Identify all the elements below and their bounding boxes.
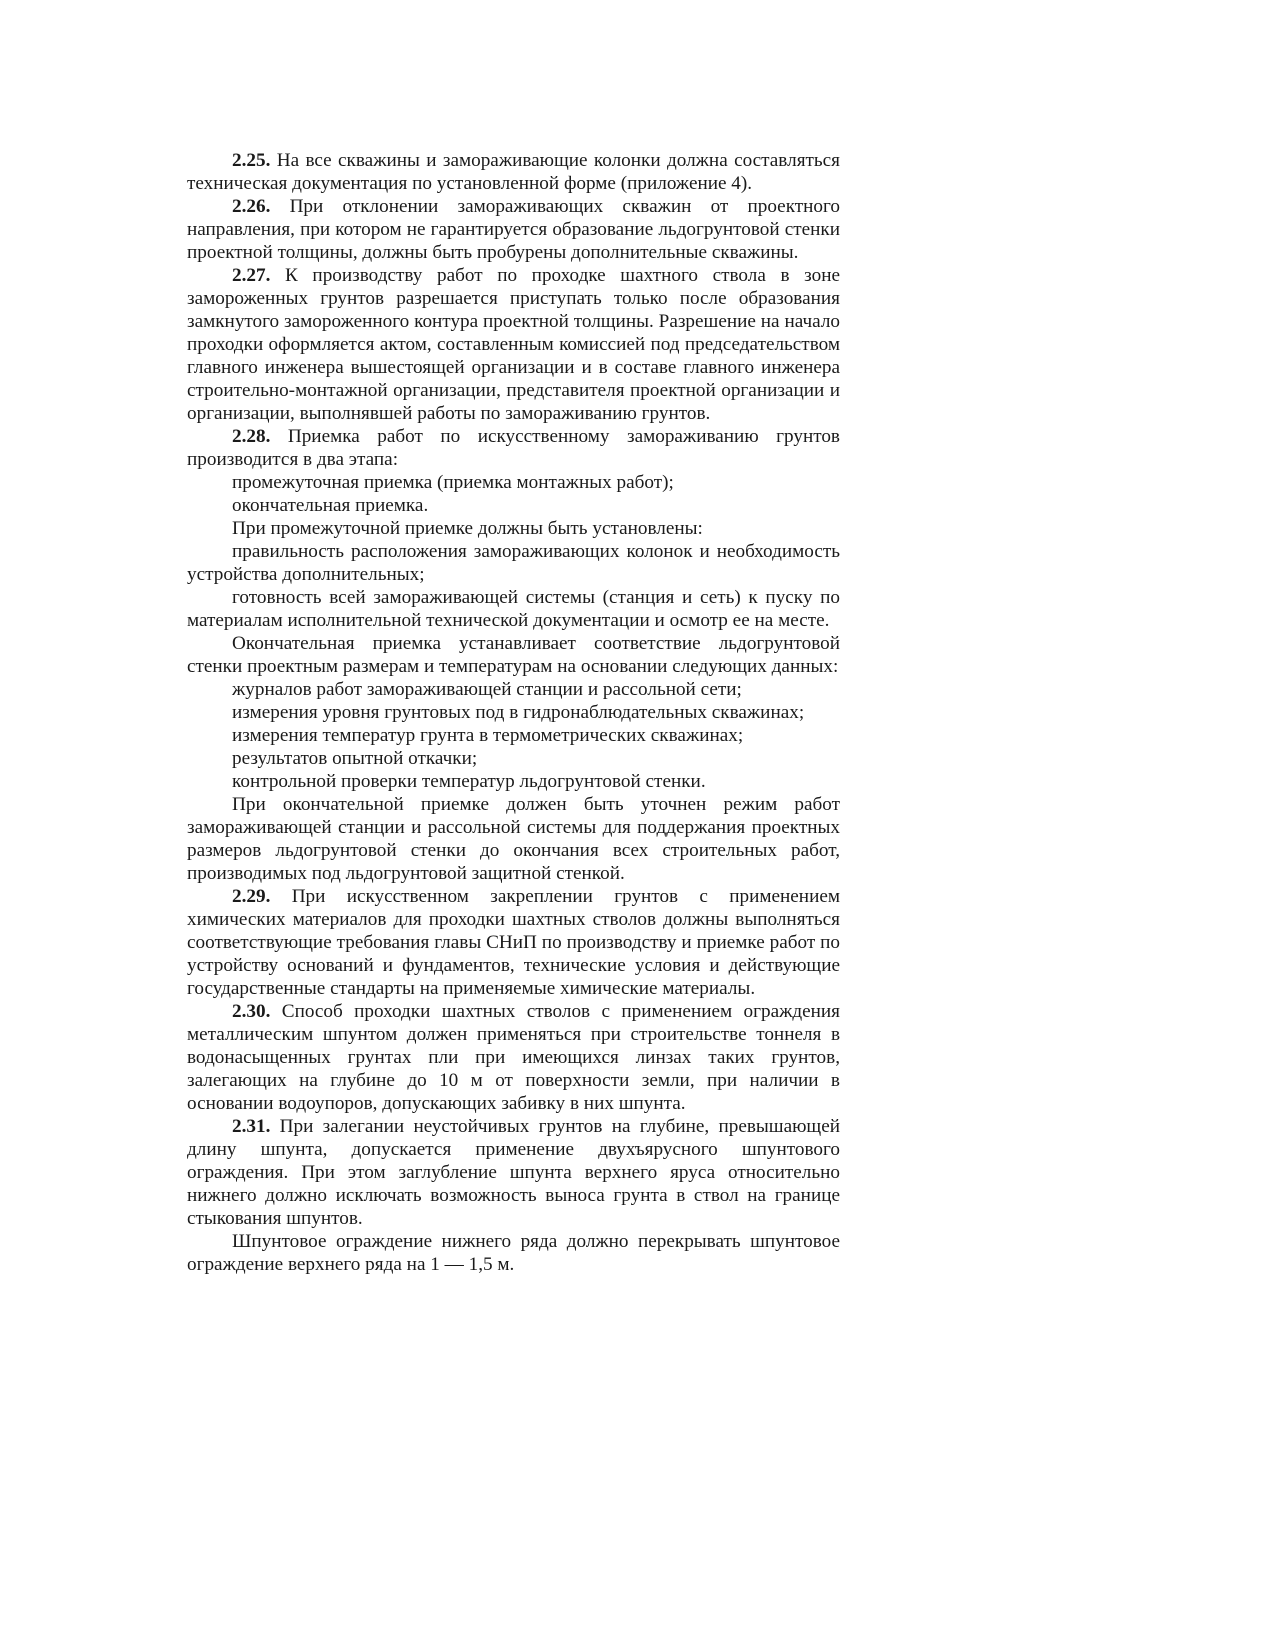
paragraph-text-item: окончательная приемка. bbox=[232, 495, 429, 516]
paragraph-text-item: журналов работ замораживающей станции и рассольной сети; bbox=[232, 679, 742, 700]
paragraph-2-31 bbox=[187, 1115, 840, 1230]
paragraph-text-item: При промежуточной приемке должны быть установлены: bbox=[232, 518, 703, 539]
paragraph-2-28 bbox=[187, 425, 840, 471]
paragraph-text: При залегании неустойчивых грунтов на глубине, превышающей длину шпунта, допускается применение двухъярусного шпунтового ограждения. При этом заглубление шпунта верхнего яруса относительно нижнего должно исключать возможность выноса грунта в ствол на границе стыкования шпунтов. bbox=[187, 1116, 840, 1229]
paragraph-text-item: При окончательной приемке должен быть уточнен режим работ замораживающей станции и рассольной системы для поддержания проектных размеров льдогрунтовой стенки до окончания всех строительных работ, производимых под льдогрунтовой защитной стенкой. bbox=[187, 794, 840, 884]
document-page bbox=[187, 149, 840, 1276]
paragraph-2-26 bbox=[187, 195, 840, 264]
paragraph-text: К производству работ по проходке шахтного ствола в зоне замороженных грунтов разрешается приступать только после образования замкнутого замороженного контура проектной толщины. Разрешение на начало проходки оформляется актом, составленным комиссией под председательством главного инженера вышестоящей организации и в составе главного инженера строительно-монтажной организации, представителя проектной организации и организации, выполнявшей работы по замораживанию грунтов. bbox=[187, 265, 840, 424]
paragraph-text-item: Шпунтовое ограждение нижнего ряда должно перекрывать шпунтовое ограждение верхнего ряда на 1 — 1,5 м. bbox=[187, 1231, 840, 1275]
clause-number: 2.29. bbox=[232, 886, 271, 907]
clause-number: 2.31. bbox=[232, 1116, 271, 1137]
paragraph-text-item: измерения температур грунта в термометрических скважинах; bbox=[232, 725, 744, 746]
paragraph-text-item: готовность всей замораживающей системы (станция и сеть) к пуску по материалам исполнительной технической документации и осмотр ее на месте. bbox=[187, 587, 840, 631]
paragraph-text: Способ проходки шахтных стволов с применением ограждения металлическим шпунтом должен применяться при строительстве тоннеля в водонасыщенных грунтах пли при имеющихся линзах таких грунтов, залегающих на глубине до 10 м от поверхности земли, при наличии в основании водоупоров, допускающих забивку в них шпунта. bbox=[187, 1001, 841, 1114]
clause-number: 2.28. bbox=[232, 426, 271, 447]
clause-number: 2.27. bbox=[232, 265, 271, 286]
paragraph-text-item: Окончательная приемка устанавливает соответствие льдогрунтовой стенки проектным размерам и температурам на основании следующих данных: bbox=[187, 633, 840, 677]
paragraph-2-27 bbox=[187, 264, 840, 425]
clause-number: 2.30. bbox=[232, 1001, 271, 1022]
paragraph-text-item: промежуточная приемка (приемка монтажных работ); bbox=[232, 472, 674, 493]
paragraph-text: При искусственном закреплении грунтов с применением химических материалов для проходки шахтных стволов должны выполняться соответствующие требования главы СНиП по производству и приемке работ по устройству оснований и фундаментов, технические условия и действующие государственные стандарты на применяемые химические материалы. bbox=[187, 886, 840, 999]
paragraph-text: При отклонении замораживающих скважин от проектного направления, при котором не гарантируется образование льдогрунтовой стенки проектной толщины, должны быть пробурены дополнительные скважины. bbox=[187, 196, 841, 263]
clause-number: 2.25. bbox=[232, 150, 271, 171]
paragraph-text: Приемка работ по искусственному замораживанию грунтов производится в два этапа: bbox=[187, 426, 840, 470]
paragraph-text-item: измерения уровня грунтовых под в гидронаблюдательных скважинах; bbox=[232, 702, 805, 723]
paragraph-text-item: результатов опытной откачки; bbox=[232, 748, 478, 769]
paragraph-text-item: контрольной проверки температур льдогрунтовой стенки. bbox=[232, 771, 706, 792]
paragraph-text: На все скважины и замораживающие колонки должна составляться техническая документация по установленной форме (приложение 4). bbox=[187, 150, 840, 194]
paragraph-2-30 bbox=[187, 1000, 840, 1115]
paragraph-2-25 bbox=[187, 149, 840, 195]
clause-number: 2.26. bbox=[232, 196, 271, 217]
paragraph-text-item: правильность расположения замораживающих колонок и необходимость устройства дополнительных; bbox=[187, 541, 840, 585]
paragraph-2-29 bbox=[187, 885, 840, 1000]
